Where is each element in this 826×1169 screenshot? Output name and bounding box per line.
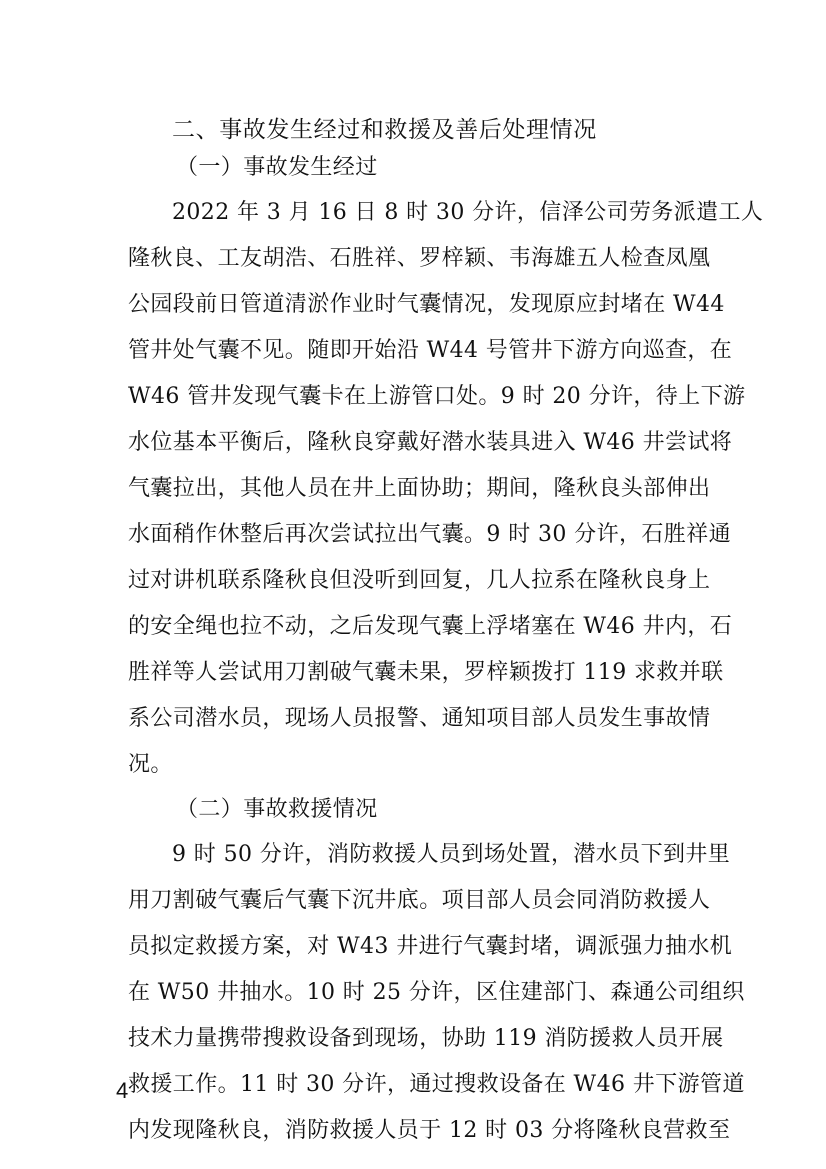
paragraph-line: W46 管井发现气囊卡在上游管口处。9 时 20 分许，待上下游	[128, 384, 746, 409]
paragraph-line: 用刀割破气囊后气囊下沉井底。项目部人员会同消防救援人	[128, 888, 711, 913]
paragraph-line: 水面稍作休整后再次尝试拉出气囊。9 时 30 分许，石胜祥通	[128, 522, 731, 547]
paragraph-line: 2022 年 3 月 16 日 8 时 30 分许，信泽公司劳务派遣工人	[172, 200, 764, 225]
paragraph-line: 水位基本平衡后，隆秋良穿戴好潜水装具进入 W46 井尝试将	[128, 430, 733, 455]
paragraph-line: 公园段前日管道清淤作业时气囊情况，发现原应封堵在 W44	[128, 292, 725, 317]
paragraph-line: 隆秋良、工友胡浩、石胜祥、罗梓颖、韦海雄五人检查凤凰	[128, 246, 711, 271]
paragraph-line: 9 时 50 分许，消防救援人员到场处置，潜水员下到井里	[172, 842, 731, 867]
paragraph-line: 在 W50 井抽水。10 时 25 分许，区住建部门、森通公司组织	[128, 980, 745, 1005]
paragraph-line: 况。	[128, 752, 173, 777]
paragraph-line: 技术力量携带搜救设备到现场，协助 119 消防援救人员开展	[128, 1026, 724, 1051]
paragraph-line: 的安全绳也拉不动，之后发现气囊上浮堵塞在 W46 井内，石	[128, 614, 733, 639]
paragraph-line: 气囊拉出，其他人员在井上面协助；期间，隆秋良头部伸出	[128, 476, 711, 501]
paragraph-line: 管井处气囊不见。随即开始沿 W44 号管井下游方向巡查，在	[128, 338, 733, 363]
paragraph-line: 胜祥等人尝试用刀割破气囊未果，罗梓颖拨打 119 求救并联	[128, 660, 724, 685]
subsection-heading-2: （二）事故救援情况	[176, 797, 378, 822]
paragraph-line: 过对讲机联系隆秋良但没听到回复，几人拉系在隆秋良身上	[128, 568, 711, 593]
paragraph-line: 救援工作。11 时 30 分许，通过搜救设备在 W46 井下游管道	[128, 1072, 745, 1097]
paragraph-line: 内发现隆秋良，消防救援人员于 12 时 03 分将隆秋良营救至	[128, 1118, 731, 1143]
paragraph-line: 系公司潜水员，现场人员报警、通知项目部人员发生事故情	[128, 706, 711, 731]
section-title: 二、事故发生经过和救援及善后处理情况	[172, 117, 597, 143]
page-number: 4	[116, 1078, 129, 1103]
paragraph-line: 员拟定救援方案，对 W43 井进行气囊封堵，调派强力抽水机	[128, 934, 733, 959]
subsection-heading-1: （一）事故发生经过	[176, 155, 378, 180]
